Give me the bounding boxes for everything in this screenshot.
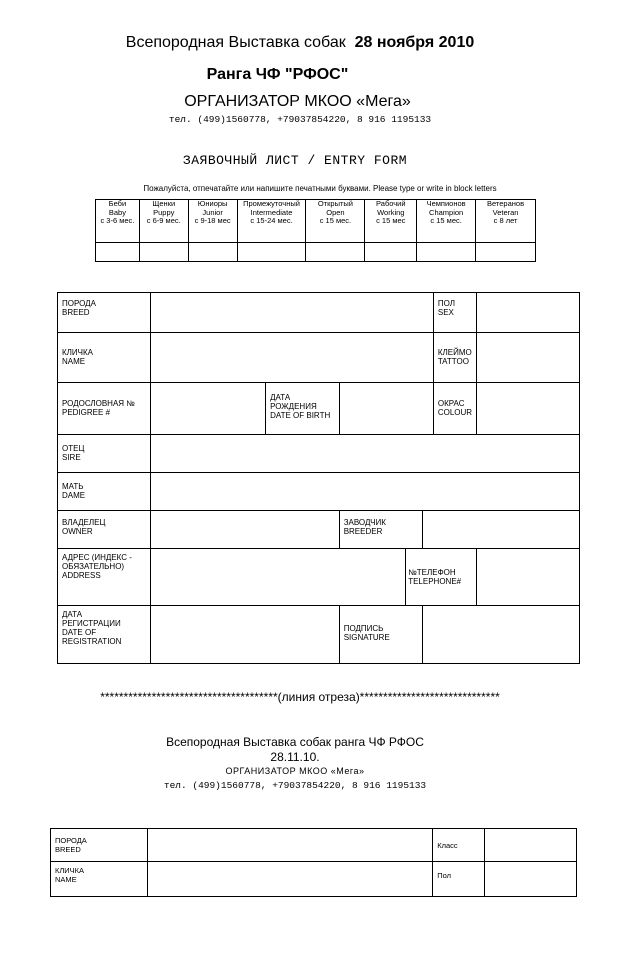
class-veteran-check[interactable] xyxy=(476,243,536,262)
sex-label: ПОЛ SEX xyxy=(433,293,476,333)
class-working: Рабочий Working с 15 мес xyxy=(365,200,417,243)
class-table xyxy=(95,199,536,262)
signature-label: ПОДПИСЬ SIGNATURE xyxy=(339,606,422,664)
name-label: КЛИЧКА NAME xyxy=(58,333,151,383)
colour-label: ОКРАС COLOUR xyxy=(433,383,476,435)
stub-class-label: Класс xyxy=(433,829,485,862)
dob-field[interactable] xyxy=(339,383,433,435)
breed-label: ПОРОДА BREED xyxy=(58,293,151,333)
signature-field[interactable] xyxy=(423,606,580,664)
owner-label: ВЛАДЕЛЕЦ OWNER xyxy=(58,511,151,549)
instruction: Пожалуйста, отпечатайте или напишите печатными буквами. Please type or write in block letters xyxy=(143,184,497,193)
class-open-check[interactable] xyxy=(306,243,365,262)
registration-label: ДАТА РЕГИСТРАЦИИ DATE OF REGISTRATION xyxy=(58,606,151,664)
stub-sex-label: Пол xyxy=(433,862,485,897)
cut-line: **************************************(линия отреза)****************************** xyxy=(100,690,500,704)
show-title-prefix: Всепородная Выставка собак xyxy=(125,34,346,51)
owner-field[interactable] xyxy=(150,511,339,549)
class-puppy: Щенки Puppy с 6-9 мес. xyxy=(139,200,188,243)
stub-organizer: ОРГАНИЗАТОР МКОО «Мега» xyxy=(225,766,365,776)
stub-breed-field[interactable] xyxy=(147,829,432,862)
class-baby-check[interactable] xyxy=(96,243,140,262)
sire-field[interactable] xyxy=(150,435,579,473)
dame-field[interactable] xyxy=(150,473,579,511)
colour-field[interactable] xyxy=(477,383,580,435)
show-title xyxy=(0,34,600,52)
class-open: Открытый Open с 15 мес. xyxy=(306,200,365,243)
breed-field[interactable] xyxy=(150,293,433,333)
name-field[interactable] xyxy=(150,333,433,383)
class-junior: Юниоры Junior с 9-18 мес xyxy=(188,200,237,243)
stub-title: Всепородная Выставка собак ранга ЧФ РФОС xyxy=(166,735,424,749)
phones: тел. (499)1560778, +79037854220, 8 916 1195133 xyxy=(168,114,432,125)
dame-label: МАТЬ DAME xyxy=(58,473,151,511)
stub-breed-label: ПОРОДА BREED xyxy=(51,829,148,862)
stub-name-label: КЛИЧКА NAME xyxy=(51,862,148,897)
class-intermediate: Промежуточный Intermediate с 15-24 мес. xyxy=(237,200,306,243)
show-date: 28 ноября 2010 xyxy=(354,34,475,51)
telephone-field[interactable] xyxy=(477,549,580,606)
stub-phones: тел. (499)1560778, +79037854220, 8 916 1195133 xyxy=(163,780,427,791)
class-champion: Чемпионов Champion с 15 мес. xyxy=(417,200,476,243)
pedigree-label: РОДОСЛОВНАЯ № PEDIGREE # xyxy=(58,383,151,435)
entry-form-table xyxy=(57,292,580,664)
breeder-field[interactable] xyxy=(423,511,580,549)
registration-field[interactable] xyxy=(150,606,339,664)
stub-sex-field[interactable] xyxy=(485,862,577,897)
class-champion-check[interactable] xyxy=(417,243,476,262)
class-working-check[interactable] xyxy=(365,243,417,262)
breeder-label: ЗАВОДЧИК BREEDER xyxy=(339,511,422,549)
stub-name-field[interactable] xyxy=(147,862,432,897)
telephone-label: №ТЕЛЕФОН TELEPHONE# xyxy=(406,549,477,606)
sex-field[interactable] xyxy=(477,293,580,333)
show-rank: Ранга ЧФ "РФОС" xyxy=(206,66,349,83)
sire-label: ОТЕЦ SIRE xyxy=(58,435,151,473)
class-puppy-check[interactable] xyxy=(139,243,188,262)
pedigree-field[interactable] xyxy=(150,383,266,435)
class-intermediate-check[interactable] xyxy=(237,243,306,262)
address-field[interactable] xyxy=(150,549,406,606)
form-title: ЗАЯВОЧНЫЙ ЛИСТ / ENTRY FORM xyxy=(182,153,408,168)
tattoo-label: КЛЕЙМО TATTOO xyxy=(433,333,476,383)
stub-date: 28.11.10. xyxy=(270,750,320,764)
organizer: ОРГАНИЗАТОР МКОО «Мега» xyxy=(184,93,411,110)
stub-class-field[interactable] xyxy=(485,829,577,862)
address-label: АДРЕС (ИНДЕКС - ОБЯЗАТЕЛЬНО) ADDRESS xyxy=(58,549,151,606)
tattoo-field[interactable] xyxy=(477,333,580,383)
class-junior-check[interactable] xyxy=(188,243,237,262)
class-baby: Беби Baby с 3-6 мес. xyxy=(96,200,140,243)
stub-table xyxy=(50,828,577,897)
class-veteran: Ветеранов Veteran с 8 лет xyxy=(476,200,536,243)
dob-label: ДАТА РОЖДЕНИЯ DATE OF BIRTH xyxy=(266,383,340,435)
